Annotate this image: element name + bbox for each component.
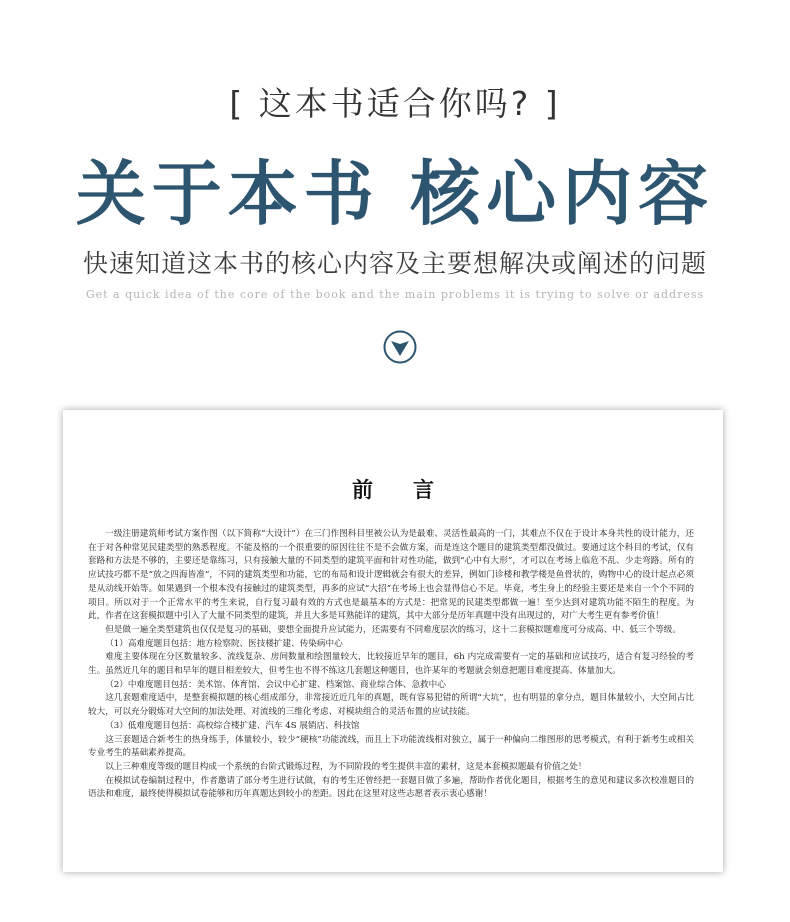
section-question: [ 这本书适合你吗? ] — [229, 84, 561, 123]
paragraph: 难度主要体现在分区数量较多、流线复杂、房间数量和绘图量较大，比较接近早年的题目，6h 内完成需要有一定的基础和应试技巧，适合有复习经验的考生。虽然近几年的题目和早年的题目相差较大，但考生也不得不练这几套题这种题目，也许某年的考题就会刻意把题目难度提高、体量加大。 — [88, 652, 694, 677]
paragraph: 在模拟试卷编制过程中，作者邀请了部分考生进行试做，有的考生还曾经把一套题目做了多遍，帮助作者优化题目，根据考生的意见和建议多次校准题目的语法和难度，最终使得模拟试卷能够和历年真题达到较小的差距。因此在这里对这些志愿者表示衷心感谢！ — [88, 775, 694, 800]
page-subtitle-english: Get a quick idea of the core of the book and the main problems it is trying to solve or address — [85, 288, 705, 301]
preface-body — [88, 528, 694, 802]
paragraph: （3）低难度题目包括：高校综合楼扩建、汽车 4S 展销店、科技馆 — [105, 720, 360, 731]
paragraph: 一级注册建筑师考试方案作图（以下简称“大设计”）在三门作图科目里被公认为是最难、灵活性最高的一门，其难点不仅在于设计本身共性的设计能力，还在于对各种常见民建类型的熟悉程度。不能及格的一个很重要的原因往往不是不会做方案，而是连这个题目的建筑类型都没做过。要通过这个科目的考试，仅有套路和方法是不够的，主要还是靠练习，只有接触大量的不同类型的建筑平面和针对性功能，做到“心中有大形”，才可以在考场上临危不乱、少走弯路。所有的应试技巧都不是“放之四海皆准”，不同的建筑类型和功能，它的布局和设计逻辑就会有很大的差异，例如门诊楼和教学楼是鱼骨状的，购物中心的设计起点必须是从动线开始等。如果遇到一个根本没有接触过的建筑类型，再多的应试“大招”在考场上也会显得信心不足。毕竟，考生身上的经验主要还是来自一个个不同的项目。所以对于一个正常水平的考生来说，自行复习最有效的方式也是最基本的方式是：把常见的民建类型都做一遍！至少达到对建筑功能不陌生的程度。为此，作者在这套模拟题中引入了大量不同类型的建筑，并且大多是耳熟能详的建筑，其中大部分是历年真题中没有出现过的，对广大考生更有参考价值！ — [88, 529, 694, 622]
preface-title: 前言 — [352, 477, 474, 502]
paragraph: （2）中难度题目包括：美术馆、体育馆、会议中心扩建、档案馆、商业综合体、急救中心 — [105, 679, 446, 690]
preface-page — [63, 410, 723, 872]
paragraph: （1）高难度题目包括：地方检察院、医技楼扩建、传染病中心 — [105, 638, 343, 649]
paragraph: 这几套题难度适中，是整套模拟题的核心组成部分，非常接近近几年的真题，既有容易犯错的所谓“大坑”，也有明显的拿分点，题目体量较小，大空间占比较大，可以充分锻炼对大空间的加法处理、对流线的三维化考虑、对模块组合的灵活布置的应试技能。 — [88, 693, 694, 718]
paragraph: 以上三种难度等级的题目构成一个系统的台阶式锻炼过程，为不同阶段的考生提供丰富的素材，这是本套模拟题最有价值之处！ — [105, 761, 587, 772]
paragraph: 但是做一遍全类型建筑也仅仅是复习的基础，要想全面提升应试能力，还需要有不同难度层次的练习，这十二套模拟题难度可分成高、中、低三个等级。 — [105, 624, 681, 635]
page-title: 关于本书 核心内容 — [75, 152, 715, 235]
paragraph: 这三套题适合新考生的热身练手，体量较小，较少“硬核”功能流线，而且上下功能流线相对独立，属于一种偏向二维图形的思考模式，有利于新考生或相关专业考生的基础素养提高。 — [88, 734, 694, 759]
page-subtitle: 快速知道这本书的核心内容及主要想解决或阐述的问题 — [82, 249, 707, 278]
chevron-down-circle-icon — [383, 330, 417, 364]
